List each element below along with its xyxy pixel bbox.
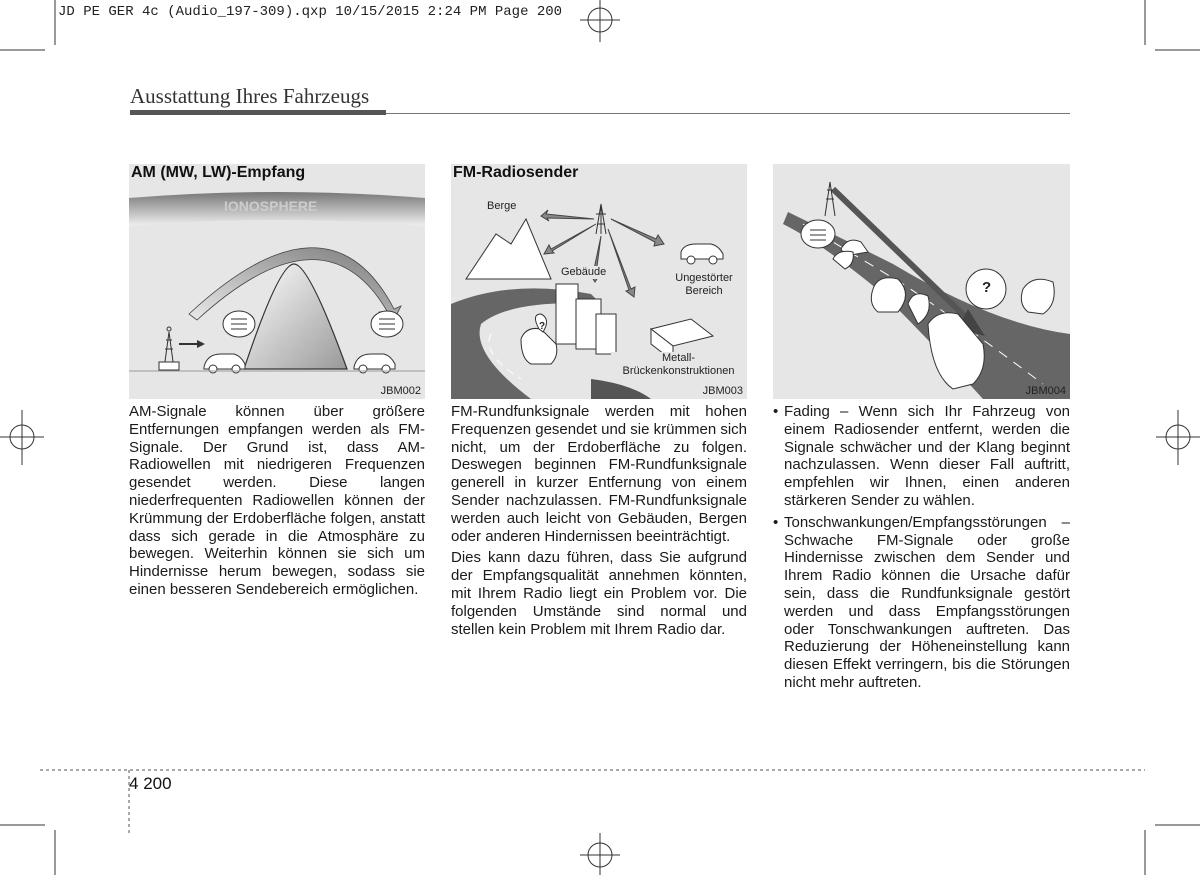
figure-fm — [451, 164, 747, 399]
figure-code: JBM004 — [1025, 385, 1066, 397]
page-number — [129, 774, 172, 794]
paragraph: Dies kann dazu führen, dass Sie aufgrund der Empfangsqualität annehmen könnten, mit Ihrem Radio liegt ein Problem vor. Die folgenden Umstände sind normal und stellen kein Problem mit Ihrem Radio dar. — [451, 549, 747, 638]
section-title: Ausstattung Ihres Fahrzeugs — [130, 84, 370, 108]
bullet-list — [773, 403, 1070, 692]
label-gebaeude: Gebäude — [561, 266, 607, 278]
column-right — [773, 403, 1070, 692]
label-ungestoert: Ungestörter Bereich — [664, 272, 744, 298]
question-mark: ? — [982, 279, 992, 296]
figure-fading — [773, 164, 1070, 399]
print-header: JD PE GER 4c (Audio_197-309).qxp 10/15/2015 2:24 PM Page 200 — [58, 4, 563, 20]
label-berge: Berge — [487, 200, 517, 212]
figure-code: JBM002 — [380, 385, 421, 397]
figure-title: FM-Radiosender — [453, 164, 579, 181]
list-item: • Tonschwankungen/Empfangsstörungen – Schwache FM-Signale oder große Hindernisse zwischen dem Sender und Ihrem Radio können die Ursache dafür sein, dass die Rundfunksignale gestört werden und dass Empfangsstörungen oder Tonschwankungen auftreten. Das Reduzierung der Höheneinstellung kann diesen Effekt verringern, bis die Störungen nicht mehr auftreten. — [773, 514, 1070, 692]
paragraph: AM-Signale können über größere Entfernungen empfangen werden als FM-Signale. Der Grund ist, dass AM-Radiowellen mit niedrigeren Frequenzen gesendet werden. Diese langen niederfrequenten Radiowellen können der Krümmung der Erdoberfläche folgen, anstatt dass sich gerade in die Atmosphäre zu bewegen. Weiterhin können sie sich um Hindernisse herum bewegen, sodass sie einen besseren Sendebereich ermöglichen. — [129, 403, 425, 598]
list-item: • Fading – Wenn sich Ihr Fahrzeug von einem Radiosender entfernt, werden die Signale schwächer und der Klang beginnt nachzulassen. Wenn dieser Fall auftritt, empfehlen wir Ihnen, einen anderen stärkeren Sender zu wählen. — [773, 403, 1070, 510]
ionosphere-label: IONOSPHERE — [224, 198, 318, 214]
fading-illustration — [773, 164, 1070, 399]
title-rule-thin — [386, 113, 1070, 114]
figure-code: JBM003 — [702, 385, 743, 397]
label-metall: Metall- Brückenkonstruktionen — [611, 352, 746, 378]
column-left — [129, 403, 425, 599]
column-middle — [451, 403, 747, 638]
figure-title: AM (MW, LW)-Empfang — [131, 164, 306, 181]
svg-text:?: ? — [539, 321, 546, 332]
page-number-value: 200 — [143, 774, 172, 793]
paragraph: FM-Rundfunksignale werden mit hohen Frequenzen gesendet und sie krümmen sich nicht, um der Erdoberfläche zu folgen. Deswegen beginnen FM-Rundfunksignale generell in kurzer Entfernung von einem Sender nachzulassen. FM-Rundfunksignale werden auch leicht von Gebäuden, Bergen oder anderen Hindernissen beeinträchtigt. — [451, 403, 748, 545]
chapter-number: 4 — [129, 774, 139, 793]
figure-am — [129, 164, 425, 399]
title-rule — [130, 110, 386, 115]
